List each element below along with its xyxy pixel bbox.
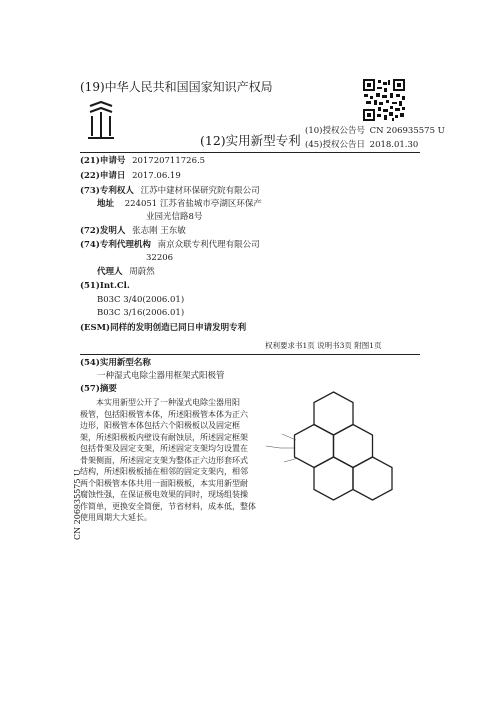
address-line-1: 224051 江苏省盐城市亭湖区环保产 <box>124 199 262 209</box>
document-type: (12)实用新型专利 <box>200 133 301 148</box>
agency-row <box>80 239 260 251</box>
abstract-line: 极管，包括阳极管本体，所述阳极管本体为正六 <box>80 409 248 419</box>
abstract-line: 包括骨架及固定支架，所述固定支架均匀设置在 <box>80 444 248 453</box>
intcl-item: B03C 3/40(2006.01) <box>97 295 185 305</box>
agent-value: 周蔚然 <box>129 267 155 277</box>
agency-value: 南京众联专利代理有限公司 <box>157 240 260 250</box>
application-date-row <box>80 170 181 182</box>
publication-number-value: CN 206935575 U <box>369 126 445 136</box>
pages-note: 权利要求书1页 说明书3页 附图1页 <box>265 341 382 350</box>
application-number-label: (21)申请号 <box>80 156 126 166</box>
hexagon-anode-drawing-icon <box>256 378 426 506</box>
agency-code: 32206 <box>146 253 174 263</box>
publication-number-label: (10)授权公告号 <box>305 126 365 136</box>
abstract-line: 本实用新型公开了一种湿式电除尘器用阳 <box>96 398 240 407</box>
abstract-label: (57)摘要 <box>80 384 117 394</box>
agent-row <box>97 266 155 278</box>
header-divider <box>80 152 420 153</box>
abstract-body <box>80 397 256 524</box>
abstract-line: 使用周期大大延长。 <box>80 513 152 522</box>
abstract-line: 作简单，更换安全简便，节省材料，成本低，整体 <box>80 501 256 511</box>
address-label: 地址 <box>97 199 115 209</box>
application-number-row <box>80 155 205 167</box>
publication-date-row <box>305 139 418 151</box>
agent-label: 代理人 <box>97 267 123 277</box>
patentee-label: (73)专利权人 <box>80 186 134 196</box>
side-publication-number: CN 206935575 U <box>73 469 82 540</box>
publication-date-value: 2018.01.30 <box>369 140 419 150</box>
abstract-line: 两个阳极管本体共用一面阳极板，本实用新型耐 <box>80 478 248 488</box>
patentee-row <box>80 185 260 197</box>
abstract-line: 结构，所述阳极板插在相邻的固定支架内，相邻 <box>80 467 248 476</box>
office-name: (19)中华人民共和国国家知识产权局 <box>80 80 273 94</box>
title-label: (54)实用新型名称 <box>80 358 151 368</box>
application-date-label: (22)申请日 <box>80 171 126 181</box>
application-number-value: 201720711726.5 <box>132 156 206 166</box>
intcl-item: B03C 3/16(2006.01) <box>97 308 185 318</box>
address-line-2: 业园光信路8号 <box>146 212 203 222</box>
abstract-line: 骨架侧面，所述固定支架为整体正六边形套环式 <box>80 455 248 465</box>
abstract-line: 架，所述阳极板内壁设有耐蚀层，所述固定框架 <box>80 432 248 442</box>
publication-date-label: (45)授权公告日 <box>305 140 365 150</box>
abstract-line: 腐蚀性强，在保证极电效果的同时，现场组装操 <box>80 490 248 499</box>
intcl-label: (51)Int.Cl. <box>80 281 130 291</box>
qr-code-icon <box>362 78 406 122</box>
application-date-value: 2017.06.19 <box>132 171 181 181</box>
esm-note: (ESM)同样的发明创造已同日申请发明专利 <box>80 323 247 333</box>
agency-label: (74)专利代理机构 <box>80 240 151 250</box>
title-value: 一种湿式电除尘器用框架式阳极管 <box>97 371 225 381</box>
inventor-value: 张志刚 王东敏 <box>132 226 186 236</box>
address-row <box>97 198 262 210</box>
office-logo-icon <box>86 100 116 140</box>
patentee-value: 江苏中建材环保研究院有限公司 <box>140 186 260 196</box>
inventor-row <box>80 225 186 237</box>
abstract-line: 边形，阳极管本体包括六个阳极板以及固定框 <box>80 421 240 430</box>
publication-number-row <box>305 125 445 137</box>
section-divider <box>80 354 420 355</box>
inventor-label: (72)发明人 <box>80 226 126 236</box>
